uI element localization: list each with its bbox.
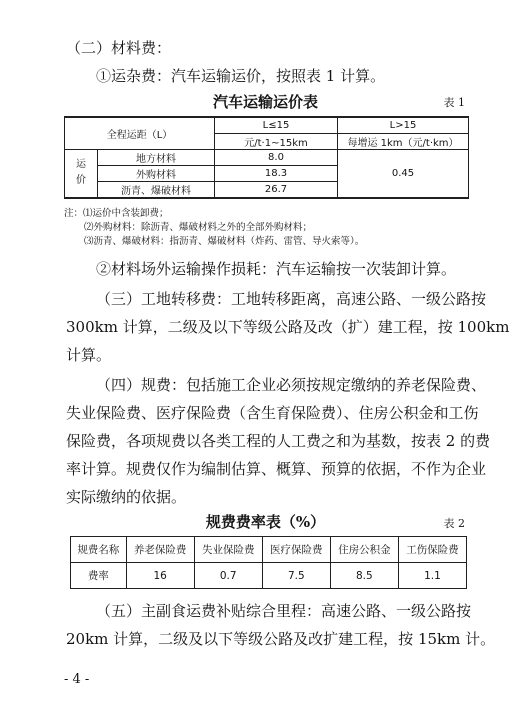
table2-value: 8.5 [330, 563, 398, 589]
table2-number: 表 2 [443, 517, 465, 530]
table1-row-group [65, 149, 98, 198]
table2-header: 养老保险费 [126, 537, 194, 563]
table1-row-value: 18.3 [215, 165, 338, 181]
table1-unit-col1: 元/t·1~15km [215, 133, 338, 149]
paragraph-freight: ①运杂费：汽车运输运价，按照表 1 计算。 [96, 67, 386, 85]
table2-header: 医疗保险费 [262, 537, 330, 563]
table1-note-3: ⑶沥青、爆破材料：指沥青、爆破材料（炸药、雷管、导火索等）。 [84, 236, 365, 247]
table1-header-col1: L≤15 [215, 117, 338, 133]
table1-row-value: 8.0 [215, 149, 338, 165]
table1-col2-value: 0.45 [338, 149, 469, 198]
paragraph-transfer-line1: （三）工地转移费：工地转移距离，高速公路、一级公路按 [96, 290, 487, 308]
table1-row-name: 外购材料 [98, 165, 215, 181]
paragraph-fees-line1: （四）规费：包括施工企业必须按规定缴纳的养老保险费、 [96, 376, 487, 394]
table2-header: 工伤保险费 [398, 537, 466, 563]
table1-row-group-char1: 运 [76, 159, 86, 170]
table1-row-name: 地方材料 [98, 149, 215, 165]
table1-title: 汽车运输运价表 [212, 93, 318, 111]
fee-rate-table [70, 536, 467, 589]
table1-row-group-char2: 价 [76, 175, 86, 186]
paragraph-loss: ②材料场外运输操作损耗：汽车运输按一次装卸计算。 [96, 260, 457, 278]
paragraph-fees-line3: 保险费，各项规费以各类工程的人工费之和为基数，按表 2 的费 [66, 432, 491, 450]
table1-note-1: 注：⑴运价中含装卸费； [64, 208, 169, 219]
table2-row-label: 费率 [71, 563, 127, 589]
table1-number: 表 1 [443, 96, 465, 109]
freight-rate-table [64, 116, 469, 199]
table2-value: 16 [126, 563, 194, 589]
paragraph-subsidy-line2: 20km 计算，二级及以下等级公路及改扩建工程，按 15km 计。 [66, 630, 496, 648]
table1-row-value: 26.7 [215, 181, 338, 198]
table1-header-distance: 全程运距（L） [65, 117, 215, 149]
paragraph-fees-line2: 失业保险费、医疗保险费（含生育保险费）、住房公积金和工伤 [66, 404, 479, 422]
table2-value: 1.1 [398, 563, 466, 589]
table2-header: 规费名称 [71, 537, 127, 563]
page-number: - 4 - [64, 672, 90, 687]
paragraph-fees-line5: 实际缴纳的依据。 [66, 488, 187, 506]
table1-unit-col2: 每增运 1km（元/t·km） [338, 133, 469, 149]
paragraph-transfer-line3: 计算。 [66, 346, 112, 364]
table2-value: 7.5 [262, 563, 330, 589]
paragraph-fees-line4: 率计算。规费仅作为编制估算、概算、预算的依据，不作为企业 [66, 460, 487, 478]
table2-header: 住房公积金 [330, 537, 398, 563]
table1-note-2: ⑵外购材料：除沥青、爆破材料之外的全部外购材料； [84, 222, 313, 233]
paragraph-subsidy-line1: （五）主副食运费补贴综合里程：高速公路、一级公路按 [96, 602, 472, 620]
table2-value: 0.7 [194, 563, 262, 589]
table1-row-name: 沥青、爆破材料 [98, 181, 215, 198]
table1-header-col2: L>15 [338, 117, 469, 133]
paragraph-transfer-line2: 300km 计算，二级及以下等级公路及改（扩）建工程，按 100km [66, 318, 510, 336]
table2-title: 规费费率表（%） [205, 513, 326, 531]
section-heading-material: （二）材料费： [66, 39, 172, 57]
table2-header: 失业保险费 [194, 537, 262, 563]
